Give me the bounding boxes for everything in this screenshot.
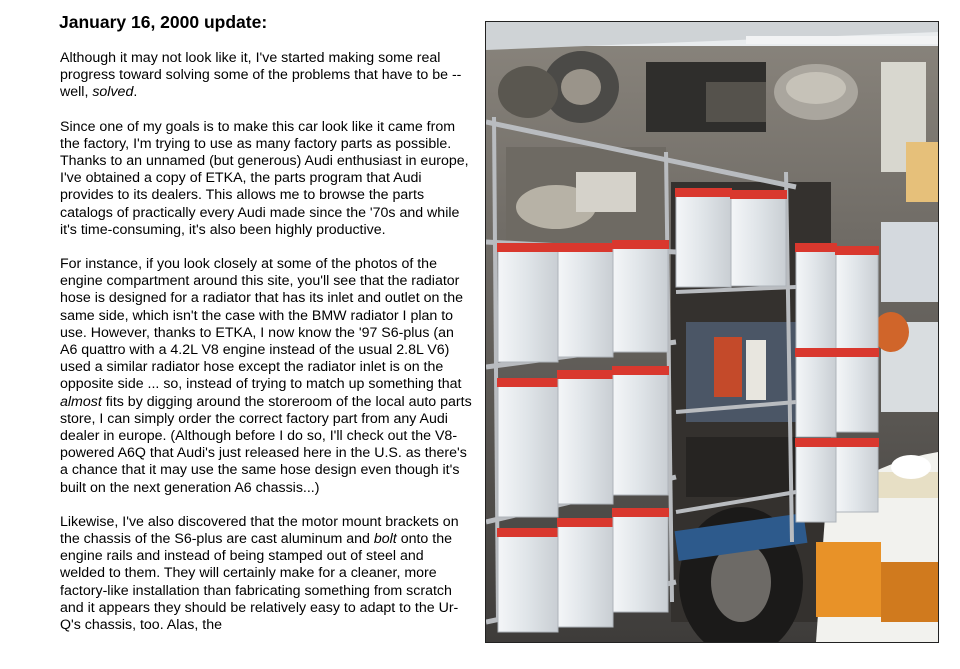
emphasis-text: almost [60, 393, 102, 410]
update-heading: January 16, 2000 update: [59, 12, 268, 32]
paragraph-text: fits by digging around the storeroom of the local auto parts store, I can simply order the correct factory part from any Audi dealer in europe. (Although before I do so, I'll check out the V8-powered A6Q that Audi's just released here in the U.S. as there's a chance that it may use the same hose design even though it's built on the next generation A6 chassis...) [60, 393, 472, 496]
bin-lid [675, 188, 732, 197]
storage-bin [836, 352, 878, 432]
paragraph-text: Likewise, I've also discovered that the motor mount brackets on the chassis of the S6-plus are cast aluminum and [60, 513, 459, 548]
bin-lid [612, 240, 669, 249]
paragraph-3 [60, 256, 472, 497]
storage-bin [613, 244, 668, 352]
emphasis-text: solved [92, 84, 134, 101]
storage-bin [731, 194, 786, 286]
storage-bin [558, 247, 613, 357]
paragraph-text: Although it may not look like it, I've started making some real progress toward solving some of the problems that have to be -- well, [60, 50, 462, 101]
bin-lid [557, 370, 614, 379]
bin-lid [612, 366, 669, 375]
storage-bin [498, 382, 558, 517]
bin-lid [795, 438, 837, 447]
storage-bin [558, 522, 613, 627]
paragraph-2 [60, 119, 472, 239]
bin-lid [497, 243, 559, 252]
storage-bin [796, 442, 836, 522]
storage-bin [796, 247, 836, 352]
emphasis-text: bolt [373, 531, 397, 548]
garage-shelves-photo [485, 21, 939, 643]
bin-lid [835, 438, 879, 447]
bin-lid [795, 348, 837, 357]
bin-lid [497, 378, 559, 387]
bin-lid [835, 348, 879, 357]
bin-lid [795, 243, 837, 252]
storage-bin [498, 247, 558, 362]
storage-bin [498, 532, 558, 632]
paragraph-text: onto the engine rails and instead of being stamped out of steel and welded to them. They will certainly make for a cleaner, more factory-like installation than fabricating something from scratch and it appears they should be relatively easy to adapt to the Ur-Q's chassis, too. Alas, the [60, 531, 459, 634]
storage-bin [676, 192, 731, 287]
bin-lid [557, 518, 614, 527]
paragraph-text: Since one of my goals is to make this car look like it came from the factory, I'm trying to use as many factory parts as possible. Thanks to an unnamed (but generous) Audi enthusiast in europe, I've obtained a copy of ETKA, the parts program that Audi provides to its dealers. This allows me to browse the parts catalogs of practically every Audi made since the '70s and while it's time-consuming, it's also been highly productive. [60, 118, 469, 238]
bin-lid [730, 190, 787, 199]
article-column [60, 0, 472, 634]
storage-bin [613, 370, 668, 495]
paragraph-text: For instance, if you look closely at some of the photos of the engine compartment around this site, you'll see that the radiator hose is designed for a radiator that has its inlet and outlet on the same side, which isn't the case with the BMW radiator I plan to use. However, thanks to ETKA, I now know the '97 S6-plus (an A6 quattro with a 4.2L V8 engine instead of the usual 2.8L V6) used a similar radiator hose except the radiator inlet is on the opposite side ... so, instead of trying to match up something that [60, 256, 464, 393]
paragraph-4 [60, 514, 472, 634]
bin-lid [497, 528, 559, 537]
storage-bin [613, 512, 668, 612]
storage-bin [836, 250, 878, 350]
storage-bin [836, 442, 878, 512]
paragraph-text: . [133, 84, 138, 101]
bin-lid [612, 508, 669, 517]
bin-lid [557, 243, 614, 252]
storage-bin [558, 374, 613, 504]
paragraph-1 [60, 50, 472, 102]
storage-bin [796, 352, 836, 437]
article-body [60, 50, 472, 634]
bin-lid [835, 246, 879, 255]
photo-drawing [486, 22, 938, 642]
